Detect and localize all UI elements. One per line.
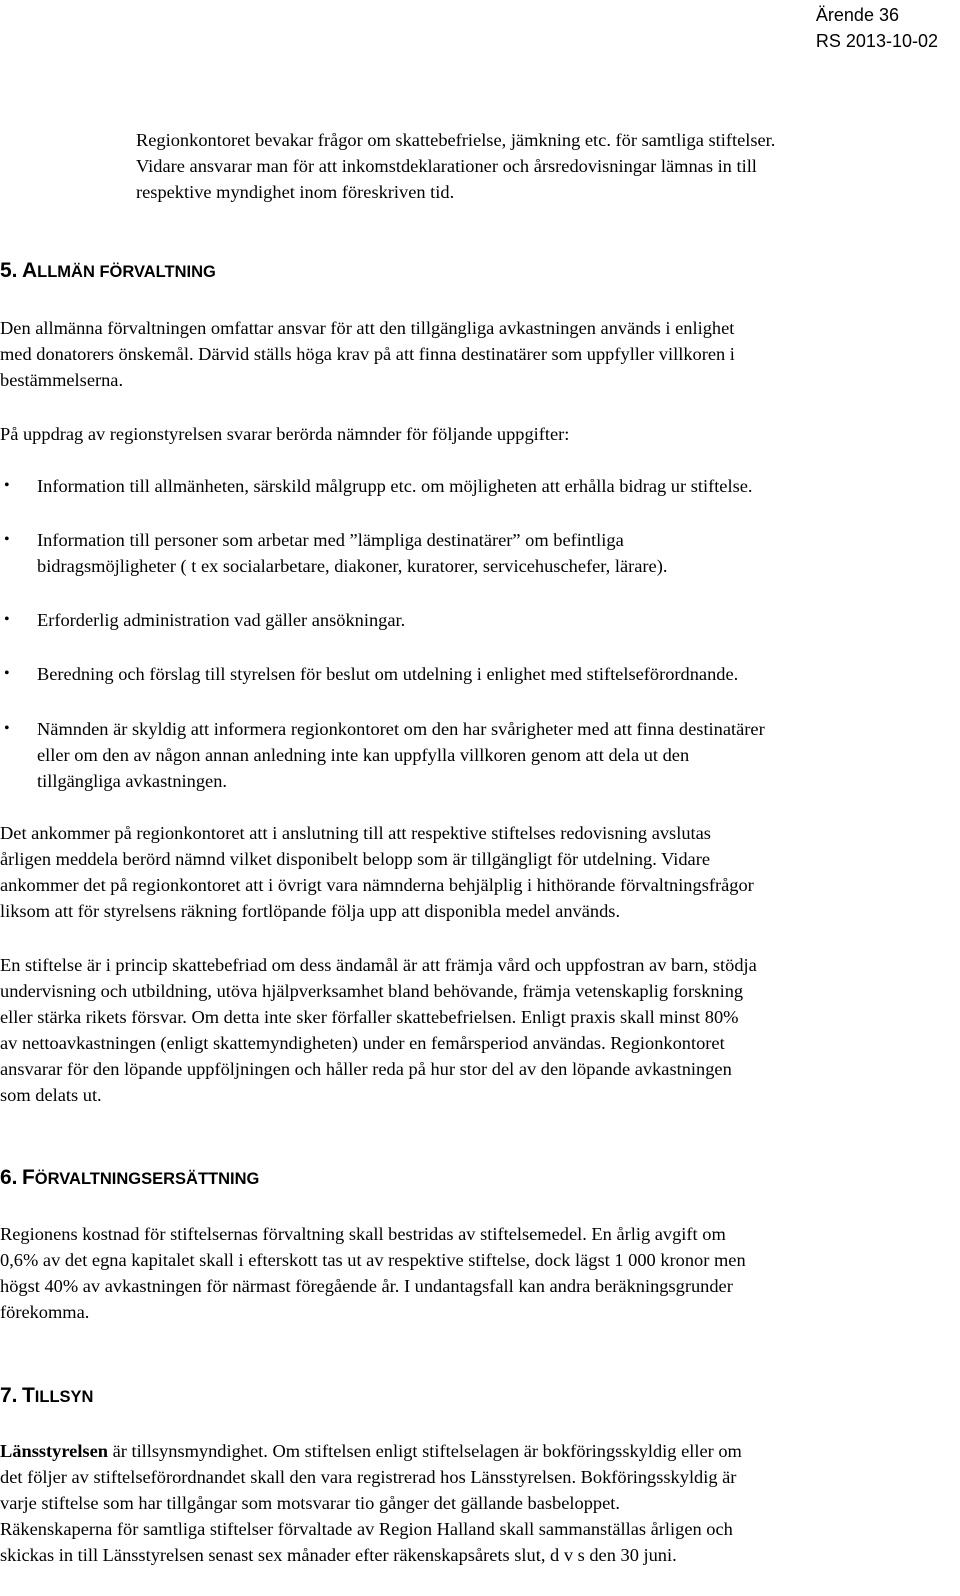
text-line: [0, 1438, 742, 1464]
text-line: Den allmänna förvaltningen omfattar ansvar för att den tillgängliga avkastningen används i enlighet: [0, 318, 735, 338]
text-line: bidragsmöjligheter ( t ex socialarbetare, diakoner, kuratorer, servicehuschefer, lärare).: [37, 556, 668, 576]
text-line: Räkenskaperna för samtliga stiftelser förvaltade av Region Halland skall sammanställas årligen och: [0, 1519, 733, 1539]
text-line: det följer av stiftelseförordnandet skall den vara registrerad hos Länsstyrelsen. Bokföringsskyldig är: [0, 1467, 737, 1487]
text-line: ankommer det på regionkontoret att i övrigt vara nämnderna behjälplig i hithörande förvaltningsfrågor: [0, 875, 754, 895]
text-line: skickas in till Länsstyrelsen senast sex månader efter räkenskapsårets slut, d v s den 30 juni.: [0, 1545, 677, 1565]
text-line: eller stärka rikets försvar. Om detta inte sker förfaller skattebefrielsen. Enligt praxis skall minst 80%: [0, 1007, 739, 1027]
text-line: ansvarar för den löpande uppföljningen och håller reda på hur stor del av den löpande avkastningen: [0, 1059, 732, 1079]
section-6-paragraph: [0, 1221, 746, 1325]
text-line: förekomma.: [0, 1302, 90, 1322]
text-line: liksom att för styrelsens räkning fortlöpande följa upp att disponibla medel används.: [0, 901, 621, 921]
bullet-marker: •: [4, 720, 10, 737]
text-line: Vidare ansvarar man för att inkomstdeklarationer och årsredovisningar lämnas in till: [136, 156, 757, 176]
text-line: varje stiftelse som har tillgångar som motsvarar tio gånger det gällande basbeloppet.: [0, 1493, 620, 1513]
heading-initial: T: [21, 1384, 35, 1407]
section-number: 6.: [0, 1166, 18, 1189]
text-line: På uppdrag av regionstyrelsen svarar berörda nämnder för följande uppgifter:: [0, 424, 570, 444]
text-line: undervisning och utbildning, utöva hjälpverksamhet bland behövande, främja vetenskaplig forskning: [0, 981, 744, 1001]
bullet-marker: •: [4, 477, 10, 494]
bullet-marker: •: [4, 611, 10, 628]
authority-name: Länsstyrelsen: [0, 1441, 108, 1461]
text-line: som delats ut.: [0, 1085, 102, 1105]
heading-initial: F: [21, 1166, 35, 1189]
text-line: Erforderlig administration vad gäller ansökningar.: [37, 610, 406, 630]
heading-rest: ÖRVALTNINGSERSÄTTNING: [34, 1170, 260, 1188]
list-item: [37, 661, 738, 687]
intro-paragraph: [136, 127, 775, 205]
section-5-paragraph-1: [0, 315, 735, 393]
heading-initial: A: [21, 259, 38, 282]
section-6-heading: [0, 1163, 259, 1195]
list-item: [37, 527, 667, 579]
text-line: tillgängliga avkastningen.: [37, 771, 227, 791]
case-number: Ärende 36: [815, 5, 899, 25]
text-line: eller om den av någon annan anledning inte kan uppfylla villkoren genom att dela ut den: [37, 745, 690, 765]
text-line: högst 40% av avkastningen för närmast föregående år. I undantagsfall kan andra beräkningsgrunder: [0, 1276, 733, 1296]
section-5-heading: [0, 256, 216, 288]
text-line: respektive myndighet inom föreskriven tid.: [136, 182, 455, 202]
text-line: bestämmelserna.: [0, 370, 124, 390]
text-line: Regionkontoret bevakar frågor om skattebefrielse, jämkning etc. för samtliga stiftelser.: [136, 130, 776, 150]
section-number: 7.: [0, 1384, 18, 1407]
section-number: 5.: [0, 259, 18, 282]
text-line: av nettoavkastningen (enligt skattemyndigheten) under en femårsperiod användas. Regionkontoret: [0, 1033, 725, 1053]
text-line: Beredning och förslag till styrelsen för beslut om utdelning i enlighet med stiftelseförordnande.: [37, 664, 739, 684]
section-7-paragraph: [0, 1438, 742, 1568]
bullet-marker: •: [4, 531, 10, 548]
list-item: [37, 473, 753, 499]
list-item: [37, 607, 405, 633]
section-5-paragraph-3: [0, 820, 754, 924]
text-line: Information till allmänheten, särskild målgrupp etc. om möjligheten att erhålla bidrag ur stiftelse.: [37, 476, 753, 496]
text-line: Det ankommer på regionkontoret att i anslutning till att respektive stiftelses redovisning avslutas: [0, 823, 711, 843]
text-line: med donatorers önskemål. Därvid ställs höga krav på att finna destinatärer som uppfyller villkoren i: [0, 344, 735, 364]
text-run: är tillsynsmyndighet. Om stiftelsen enligt stiftelselagen är bokföringsskyldig eller om: [107, 1441, 742, 1461]
text-line: Information till personer som arbetar med ”lämpliga destinatärer” om befintliga: [37, 530, 624, 550]
list-item: [37, 716, 765, 794]
text-line: En stiftelse är i princip skattebefriad om dess ändamål är att främja vård och uppfostran av barn, stödja: [0, 955, 757, 975]
document-header: [816, 2, 938, 54]
meeting-reference: RS 2013-10-02: [815, 31, 938, 51]
text-line: Nämnden är skyldig att informera regionkontoret om den har svårigheter med att finna destinatärer: [37, 719, 765, 739]
section-5-paragraph-4: [0, 952, 757, 1108]
section-7-heading: [0, 1381, 93, 1413]
heading-rest: ILLSYN: [34, 1388, 94, 1406]
bullet-marker: •: [4, 665, 10, 682]
text-line: årligen meddela berörd nämnd vilket disponibelt belopp som är tillgängligt för utdelning. Vidare: [0, 849, 711, 869]
text-line: Regionens kostnad för stiftelsernas förvaltning skall bestridas av stiftelsemedel. En årlig avgift om: [0, 1224, 726, 1244]
section-5-paragraph-2: [0, 421, 569, 447]
text-line: 0,6% av det egna kapitalet skall i efterskott tas ut av respektive stiftelse, dock lägst 1 000 kronor men: [0, 1250, 746, 1270]
heading-rest: LLMÄN FÖRVALTNING: [37, 263, 216, 281]
